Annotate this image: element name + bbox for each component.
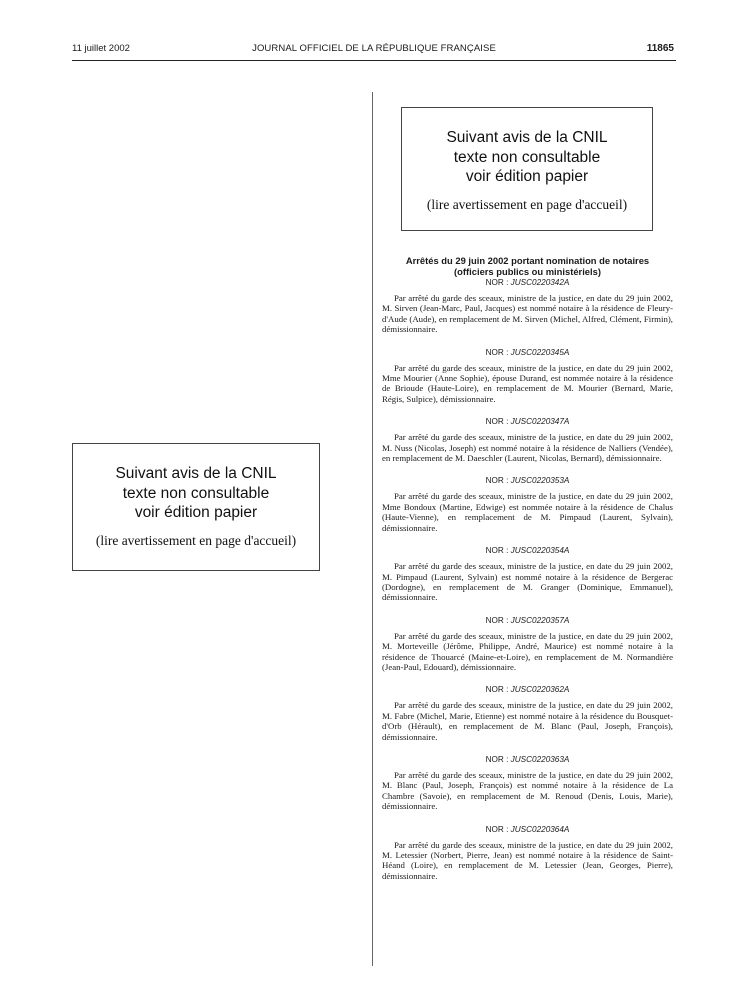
cnil-notice-box [72, 443, 320, 571]
issue-date: 11 juillet 2002 [72, 43, 130, 54]
decree-entry [382, 824, 673, 882]
nor-label: NOR : [485, 685, 509, 695]
decree-entry [382, 545, 673, 603]
nor-code: JUSC0220342A [510, 278, 570, 287]
decree-entry [382, 347, 673, 405]
nor-label: NOR : [485, 754, 509, 764]
nor-label: NOR : [485, 278, 509, 287]
nor-label: NOR : [485, 347, 509, 357]
decree-text: Par arrêté du garde des sceaux, ministre de la justice, en date du 29 juin 2002, M. Pimpaud (Laurent, Sylvain) est nommé notaire à la résidence de Bergerac (Dordogne), en remplacement de M. Granger (Dominique, Emmanuel), démissionnaire. [382, 561, 673, 603]
nor-reference [382, 347, 673, 358]
decree-entry [382, 615, 673, 673]
article-title-line2: (officiers publics ou ministériels) [454, 266, 601, 277]
nor-code: JUSC0220347A [510, 417, 570, 427]
decree-entry [382, 475, 673, 533]
nor-code: JUSC0220357A [510, 615, 570, 625]
decree-text: Par arrêté du garde des sceaux, ministre de la justice, en date du 29 juin 2002, M. Fabre (Michel, Marie, Etienne) est nommé notaire à la résidence du Bousquet-d'Orb (Hérault), en remplacement de M. Blanc (Paul, Joseph, François), démissionnaire. [382, 700, 673, 742]
nor-label: NOR : [485, 824, 509, 834]
decree-text: Par arrêté du garde des sceaux, ministre de la justice, en date du 29 juin 2002, M. Morteveille (Jérôme, Philippe, André, Maurice) est nommé notaire à la résidence de Thouarcé (Maine-et-Loire), en remplacement de M. Normandière (Jean-Paul, Edouard), démissionnaire. [382, 630, 673, 672]
page-header [72, 43, 676, 57]
nor-reference [382, 684, 673, 695]
decree-entry [382, 416, 673, 463]
nor-label: NOR : [485, 417, 509, 427]
nor-label: NOR : [485, 615, 509, 625]
nor-code: JUSC0220353A [510, 476, 570, 486]
nor-reference [382, 824, 673, 835]
cnil-notice-line1: Suivant avis de la CNIL [446, 129, 608, 146]
article-title-line1: Arrêtés du 29 juin 2002 portant nomination de notaires [405, 255, 650, 266]
column-divider [372, 92, 373, 966]
cnil-notice-note: (lire avertissement en page d'accueil) [95, 532, 297, 548]
cnil-notice-note: (lire avertissement en page d'accueil) [426, 196, 628, 212]
decree-entry [382, 684, 673, 742]
page-number: 11865 [646, 43, 674, 54]
nor-code: JUSC0220345A [510, 347, 570, 357]
article-title [382, 255, 673, 277]
decree-entry [382, 754, 673, 812]
cnil-notice-line3: voir édition papier [465, 168, 589, 185]
nor-code: JUSC0220364A [510, 824, 570, 834]
cnil-notice-line2: texte non consultable [122, 484, 270, 502]
nor-reference [382, 615, 673, 626]
header-rule [72, 60, 676, 61]
nor-code: JUSC0220363A [510, 754, 570, 764]
decree-text: Par arrêté du garde des sceaux, ministre de la justice, en date du 29 juin 2002, M. Sirven (Jean-Marc, Paul, Jacques) est nommé notaire à la résidence de Fleury-d'Aude (Aude), en remplacement de M. Sirven (Michel, Alfred, Clément, Firmin), démissionnaire. [382, 293, 673, 335]
nor-label: NOR : [485, 546, 509, 556]
nor-reference [382, 475, 673, 486]
decree-entry [382, 277, 673, 335]
nor-reference [382, 277, 673, 288]
decree-text: Par arrêté du garde des sceaux, ministre de la justice, en date du 29 juin 2002, M. Blanc (Paul, Joseph, François) est nommé notaire à la résidence de La Chambre (Savoie), en remplacement de M. Renoud (Denis, Louis, Marie), démissionnaire. [382, 769, 673, 812]
cnil-notice-line3: voir édition papier [134, 504, 258, 521]
nor-reference [382, 416, 673, 427]
nor-reference [382, 545, 673, 556]
journal-title: JOURNAL OFFICIEL DE LA RÉPUBLIQUE FRANÇAISE [252, 43, 496, 54]
decree-text: Par arrêté du garde des sceaux, ministre de la justice, en date du 29 juin 2002, Mme Mourier (Anne Sophie), épouse Durand, est nommée notaire à la résidence de Brioude (Haute-Loire), en remplacement de M. Mourier (Bernard, Marie, Régis, Sulpice), démissionnaire. [382, 362, 673, 404]
decree-text: Par arrêté du garde des sceaux, ministre de la justice, en date du 29 juin 2002, M. Nuss (Nicolas, Joseph) est nommé notaire à la résidence de Nalliers (Vendée), en remplacement de M. Daeschler (Laurent, Nicolas, Bernard), démissionnaire. [382, 432, 673, 464]
nor-reference [382, 754, 673, 765]
nor-code: JUSC0220362A [510, 685, 570, 695]
cnil-notice-line2: texte non consultable [453, 148, 601, 166]
cnil-notice-line1: Suivant avis de la CNIL [115, 465, 277, 482]
nor-label: NOR : [485, 476, 509, 486]
article-notaires [382, 255, 673, 893]
decree-text: Par arrêté du garde des sceaux, ministre de la justice, en date du 29 juin 2002, M. Letessier (Norbert, Pierre, Jean) est nommé notaire à la résidence de Saint-Héand (Loire), en remplacement de M. Letessier (Jean, Georges, Pierre), démissionnaire. [382, 839, 673, 881]
cnil-notice-box [401, 107, 653, 231]
decree-text: Par arrêté du garde des sceaux, ministre de la justice, en date du 29 juin 2002, Mme Bondoux (Martine, Edwige) est nommée notaire à la résidence de Chalus (Haute-Vienne), en remplacement de M. Pimpaud (Laurent, Sylvain), démissionnaire. [382, 491, 673, 533]
nor-code: JUSC0220354A [510, 546, 570, 556]
